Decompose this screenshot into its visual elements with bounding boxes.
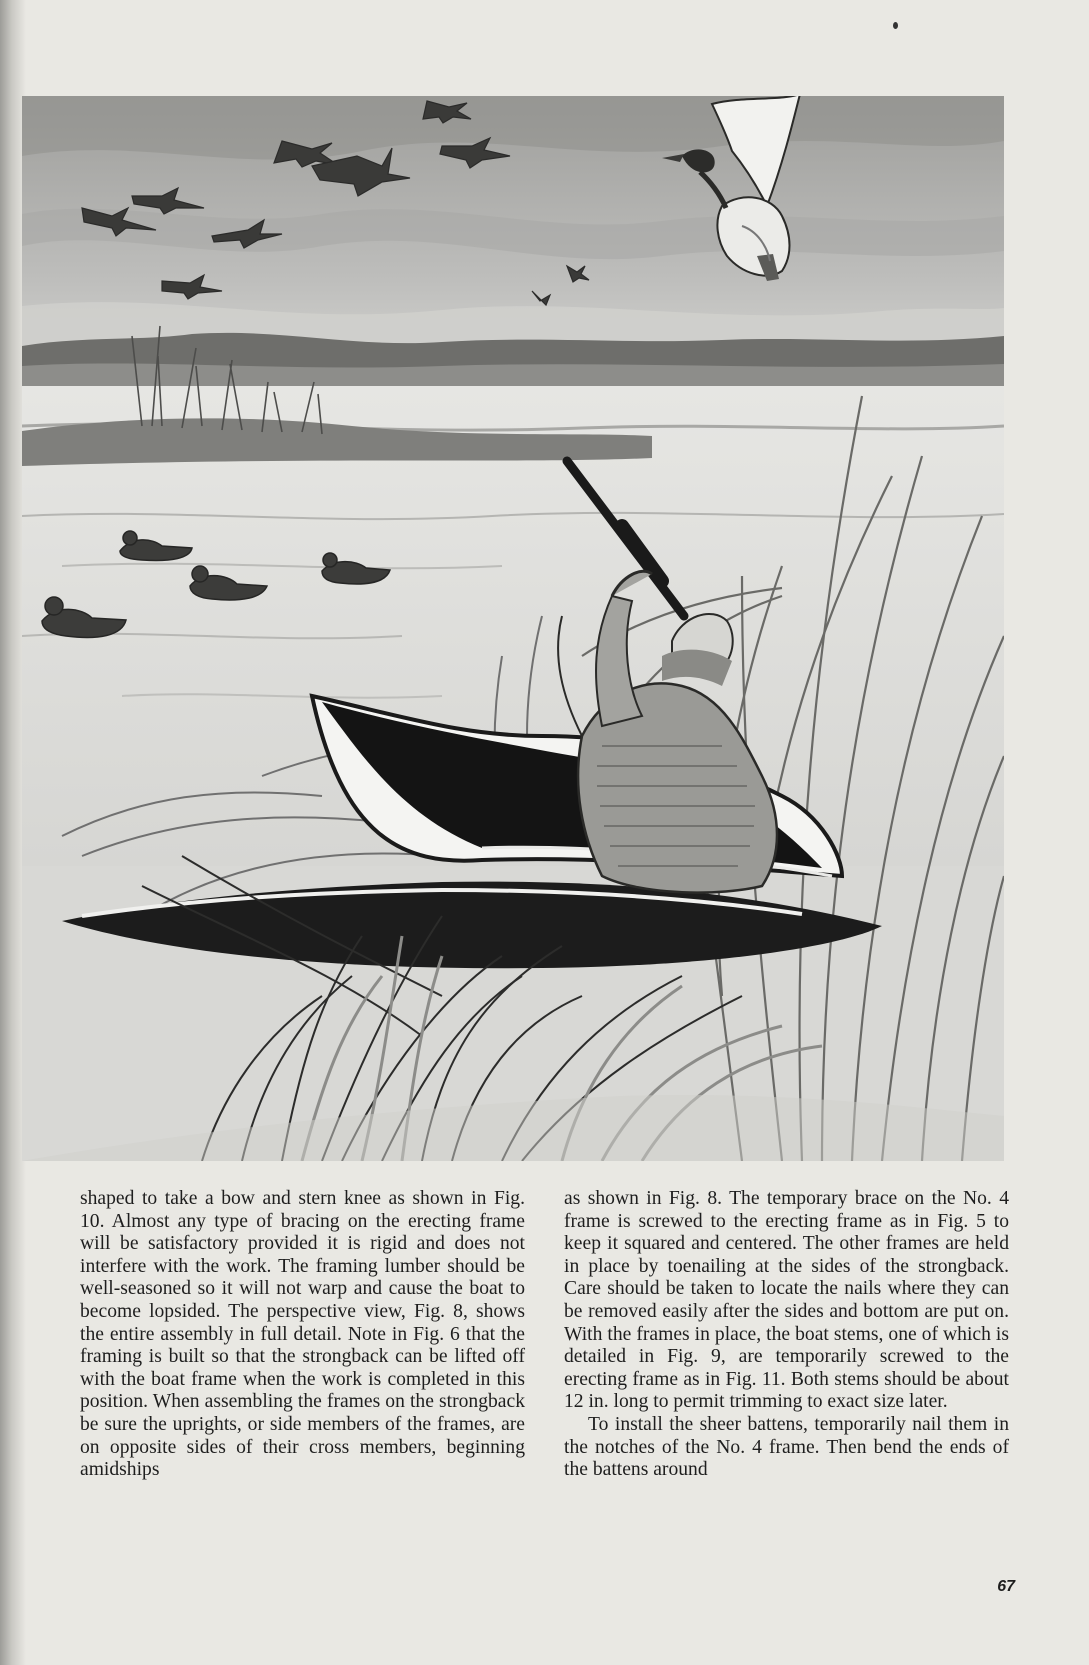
duck-hunter-marsh-illustration (22, 96, 1004, 1161)
paragraph: shaped to take a bow and stern knee as shown in Fig. 10. Almost any type of bracing on the erecting frame will be satisfactory provided it is rigid and does not interfere with the work. The framing lumber should be well-seasoned so it will not warp and cause the boat to become lopsided. The perspective view, Fig. 8, shows the entire assembly in full detail. Note in Fig. 6 that the framing is built so that the strongback can be lifted off with the boat frame when the work is completed in this position. When assembling the frames on the strongback be sure the uprights, or side members of the frames, are on opposite sides of their cross members, beginning amidships (80, 1188, 525, 1481)
paragraph: as shown in Fig. 8. The temporary brace on the No. 4 frame is screwed to the erecting frame as in Fig. 5 to keep it squared and centered. The other frames are held in place by toenailing at the sides of the strongback. Care should be taken to locate the nails where they can be removed easily after the sides and bottom are put on. With the frames in place, the boat stems, one of which is detailed in Fig. 9, are temporarily screwed to the erecting frame as in Fig. 11. Both stems should be about 12 in. long to permit trimming to exact size later. (564, 1188, 1009, 1413)
article-text (80, 1188, 1014, 1558)
text-column-left (80, 1188, 525, 1482)
print-speck (893, 22, 898, 29)
text-column-right (564, 1188, 1009, 1482)
paragraph: To install the sheer battens, temporarily nail them in the notches of the No. 4 frame. Then bend the ends of the battens around (564, 1413, 1009, 1481)
page-number: 67 (997, 1578, 1015, 1595)
